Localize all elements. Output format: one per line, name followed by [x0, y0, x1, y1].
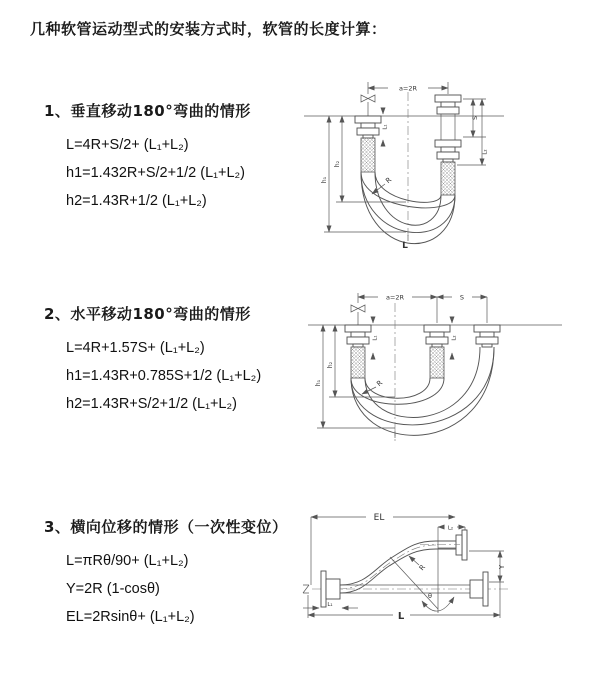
dim-label-h2: h₂	[327, 361, 334, 369]
dim-label-h2: h₂	[334, 160, 341, 168]
dim-label-l1: L₁	[327, 602, 333, 608]
left-fitting	[345, 325, 371, 378]
left-fitting	[355, 116, 381, 172]
formula: Y=2R (1-cosθ)	[66, 581, 160, 597]
dim-label-l: L	[397, 611, 405, 622]
formula: h1=1.432R+S/2+1/2 (L₁+L₂)	[66, 165, 246, 181]
dim-label-y: Y	[498, 564, 506, 570]
diagram-horizontal-180-bend	[300, 283, 590, 468]
braided-hose	[441, 162, 455, 195]
valve-icon	[351, 305, 365, 325]
section-2	[44, 303, 314, 418]
page-title: 几种软管运动型式的安装方式时，软管的长度计算：	[30, 20, 387, 38]
dim-label-l2: L₂	[451, 335, 458, 341]
right-fitting-lower	[435, 140, 461, 195]
right-fitting-upper	[435, 95, 461, 140]
dim-label-l: L	[402, 241, 408, 251]
dim-label-l1: L₁	[372, 335, 379, 341]
dim-label-r: R	[375, 378, 385, 389]
dim-label-theta: θ	[428, 592, 432, 600]
diagram-lateral-displacement	[298, 505, 598, 645]
dim-label-r: R	[384, 175, 394, 186]
valve-icon	[361, 95, 375, 116]
section-3-formulas	[44, 547, 314, 631]
middle-fitting	[424, 325, 450, 378]
braided-hose	[361, 138, 375, 172]
dim-label-a2r: a=2R	[398, 84, 418, 93]
formula: L=πRθ/90+ (L₁+L₂)	[66, 553, 189, 569]
dim-label-l2: L₂	[447, 525, 454, 532]
dim-label-h1: h₁	[321, 176, 328, 184]
radius-line	[390, 557, 438, 609]
formula: h1=1.43R+0.785S+1/2 (L₁+L₂)	[66, 368, 262, 384]
formula: EL=2Rsinθ+ (L₁+L₂)	[66, 609, 195, 625]
section-2-formulas	[44, 334, 314, 418]
right-fitting	[474, 325, 500, 347]
braided-hose	[351, 347, 365, 378]
braided-hose	[430, 347, 444, 378]
dim-label-h1: h₁	[315, 379, 322, 387]
section-3-heading: 3、横向位移的情形（一次性变位）	[44, 518, 288, 536]
section-1-formulas	[44, 131, 314, 215]
dim-label-a2r: a=2R	[385, 293, 405, 302]
formula: h2=1.43R+S/2+1/2 (L₁+L₂)	[66, 396, 237, 412]
right-flange	[470, 572, 488, 606]
dim-label-l1: L₁	[382, 124, 389, 130]
section-2-heading: 2、水平移动180°弯曲的情形	[44, 305, 251, 323]
section-1-heading: 1、垂直移动180°弯曲的情形	[44, 102, 251, 120]
section-3	[44, 516, 314, 631]
section-1	[44, 100, 314, 215]
formula: L=4R+1.57S+ (L₁+L₂)	[66, 340, 205, 356]
diagram-vertical-180-bend	[300, 68, 590, 258]
raised-flange	[420, 530, 467, 560]
hose-bends	[351, 347, 494, 435]
dim-label-l2: L₂	[482, 149, 489, 155]
formula: h2=1.43R+1/2 (L₁+L₂)	[66, 193, 207, 209]
formula: L=4R+S/2+ (L₁+L₂)	[66, 137, 189, 153]
dim-label-s: S	[472, 116, 479, 120]
dim-label-s: S	[459, 293, 465, 302]
centerline-symbol	[303, 585, 309, 593]
dim-label-r: R	[417, 563, 428, 573]
dim-label-el: EL	[373, 513, 385, 523]
